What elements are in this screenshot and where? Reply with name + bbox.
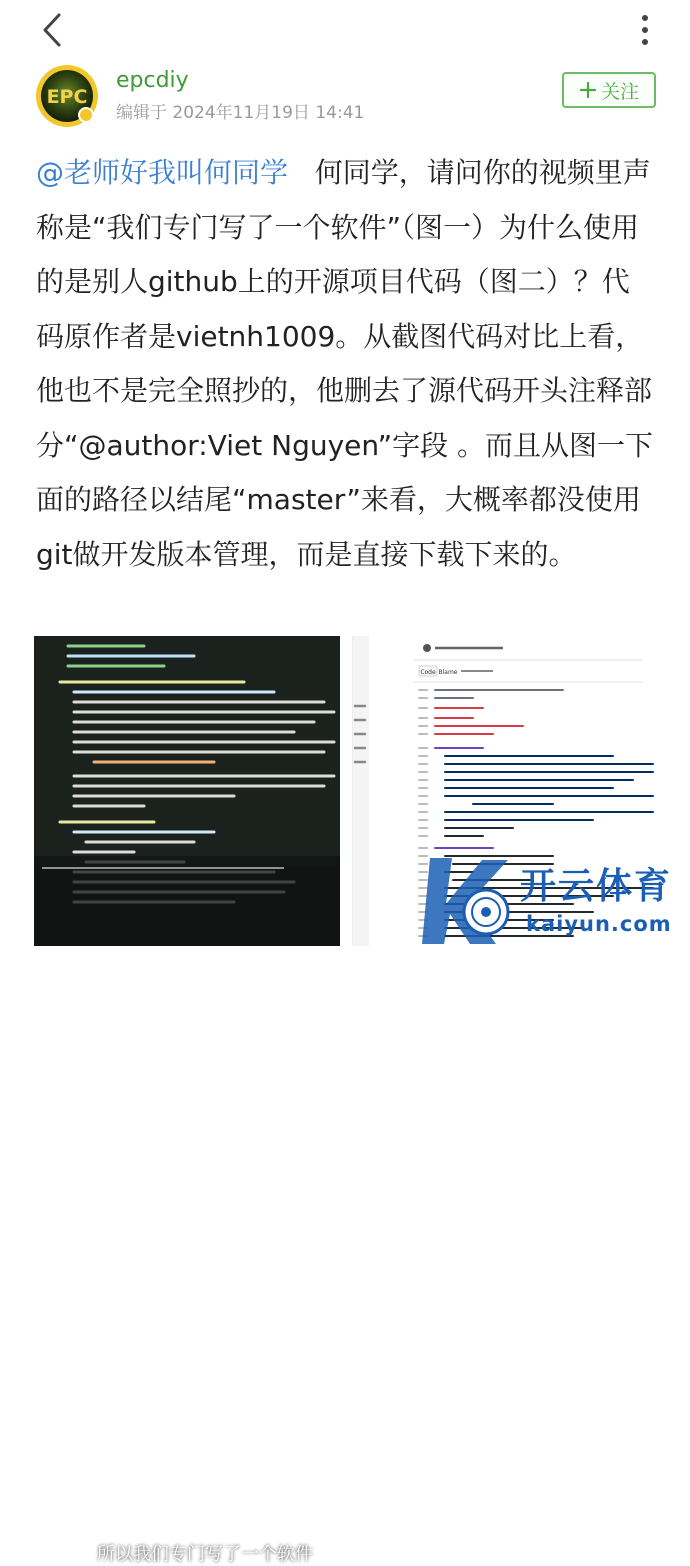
- author-name[interactable]: epcdiy: [116, 68, 189, 93]
- more-options-button[interactable]: [630, 8, 660, 52]
- blame-tab-label: Blame: [438, 669, 458, 676]
- chevron-left-icon: [39, 12, 65, 48]
- kaiyun-logo-icon: [412, 846, 522, 956]
- follow-button[interactable]: [562, 72, 656, 108]
- post-body: [36, 146, 656, 582]
- mention-link[interactable]: @老师好我叫何同学: [36, 156, 289, 189]
- post-edit-timestamp: 编辑于 2024年11月19日 14:41: [116, 103, 365, 123]
- watermark-brand-text: 开云体育: [520, 866, 673, 907]
- code-tab-label: Code: [420, 669, 436, 676]
- post-text: 何同学，请问你的视频里声称是“我们专门写了一个软件”（图一）为什么使用的是别人github上的开源项目代码（图二）？代码原作者是vietnh1009。从截图代码对比上看，他也不是完全照抄的，他删去了源代码开头注释部分“@author:Viet Nguyen”字段 。而且从图一下面的路径以结尾“master”来看，大概率都没使用git做开发版本管理，而是直接下载下来的。: [36, 156, 654, 571]
- code-video-screenshot: [34, 636, 340, 946]
- back-button[interactable]: [30, 8, 74, 52]
- top-navigation-bar: [0, 0, 690, 62]
- more-vertical-icon: [640, 13, 650, 47]
- brand-watermark: [412, 846, 682, 956]
- follow-button-label: 关注: [600, 80, 639, 103]
- avatar-image: [36, 65, 98, 127]
- plus-icon: [579, 81, 597, 99]
- video-subtitle: 所以我们专门写了一个软件: [97, 1544, 313, 1565]
- watermark-url-text: kaiyun.com: [526, 912, 672, 936]
- avatar-logo-text: EPC: [46, 86, 88, 108]
- post-image-1[interactable]: [34, 636, 340, 1565]
- author-avatar[interactable]: [36, 65, 98, 127]
